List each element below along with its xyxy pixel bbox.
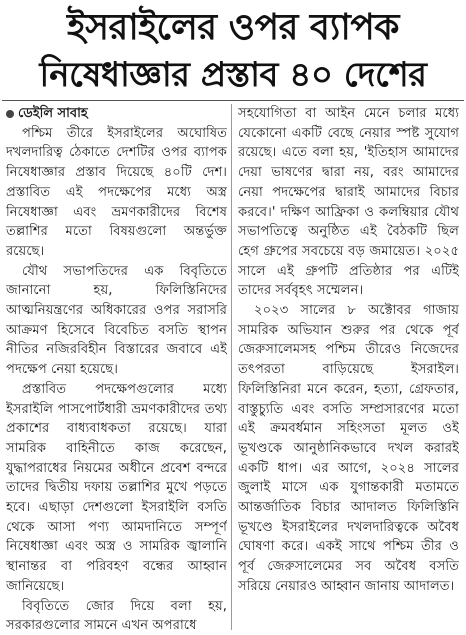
headline-line-2: নিষেধাজ্ঞার প্রস্তাব ৪০ দেশের: [39, 55, 427, 95]
paragraph: প্রস্তাবিত পদক্ষেপগুলোর মধ্যে ইসরাইলি পাসপোর্টধারী ভ্রমণকারীদের তথ্য প্রকাশের বাধ্যবাধকতা রয়েছে। যারা সামরিক বাহিনীতে কাজ করেছেন, যুদ্ধাপরাধের নিয়মের অধীনে প্রবেশ বন্দরে তাদের দ্বিতীয় দফায় তল্লাশির মুখে পড়তে হবে। এছাড়া দেশগুলো ইসরাইলি বসতি থেকে আসা পণ্য আমদানিতে সম্পূর্ণ নিষেধাজ্ঞা এবং অস্ত্র ও সামরিক জ্বালানি স্থানান্তর বা পরিবহণ বন্ধের আহ্বান জানিয়েছে।: [6, 381, 227, 594]
left-column: [6, 104, 227, 634]
headline-line-1: ইসরাইলের ওপর ব্যাপক: [67, 7, 399, 48]
column-divider: [231, 104, 232, 630]
headline-rule: [2, 100, 464, 101]
byline: [6, 104, 227, 124]
paragraph: ২০২৩ সালের ৮ অক্টোবর গাজায় সামরিক অভিযান শুরুর পর থেকে পূর্ব জেরুসালেমসহ পশ্চিম তীরেও নিজেদের তৎপরতা বাড়িয়েছে ইসরাইল। ফিলিস্তিনিরা মনে করেন, হত্যা, গ্রেফতার, বাস্তুচ্যুতি এবং বসতি সম্প্রসারণের মতো এই ক্রমবর্ধমান সহিংসতা মূলত ওই ভূখণ্ডকে আনুষ্ঠানিকভাবে দখল করারই একটি ধাপ। এর আগে, ২০২৪ সালের জুলাই মাসে এক যুগান্তকারী মতামতে আন্তর্জাতিক বিচার আদালত ফিলিস্তিনি ভূখণ্ডে ইসরাইলের দখলদারিত্বকে অবৈধ ঘোষণা করে। একই সাথে পশ্চিম তীর ও পূর্ব জেরুসালেমের সব অবৈধ বসতি সরিয়ে নেয়ারও আহ্বান জানায় আদালত।: [238, 303, 459, 594]
bullet-icon: [6, 110, 14, 118]
paragraph: সহযোগিতা বা আইন মেনে চলার মধ্যে যেকোনো একটি বেছে নেয়ার স্পষ্ট সুযোগ রয়েছে। এতে বলা হয়, 'ইতিহাস আমাদের দেয়া ভাষণের দ্বারা নয়, বরং আমাদের নেয়া পদক্ষেপের দ্বারাই আমাদের বিচার করবে।' দক্ষিণ আফ্রিকা ও কলম্বিয়ার যৌথ সভাপতিত্বে অনুষ্ঠিত এই বৈঠকটি ছিল হেগ গ্রুপের সবচেয়ে বড় জমায়েত। ২০২৫ সালে এই গ্রুপটি প্রতিষ্ঠার পর এটিই তাদের সর্ববৃহৎ সম্মেলন।: [238, 106, 459, 299]
byline-text: ডেইলি সাবাহ: [18, 106, 88, 121]
paragraph: পশ্চিম তীরে ইসরাইলের অঘোষিত দখলদারিত্ব ঠেকাতে দেশটির ওপর ব্যাপক নিষেধাজ্ঞার প্রস্তাব দিয়েছে ৪০টি দেশ। প্রস্তাবিত এই পদক্ষেপের মধ্যে অস্ত্র নিষেধাজ্ঞা এবং ভ্রমণকারীদের বিশেষ তল্লাশির মতো বিষয়গুলো অন্তর্ভুক্ত রয়েছে।: [6, 125, 227, 259]
article-headline: [0, 4, 466, 98]
paragraph: বিবৃতিতে জোর দিয়ে বলা হয়, সরকারগুলোর সামনে এখন অপরাধে: [6, 598, 227, 634]
paragraph: যৌথ সভাপতিদের এক বিবৃতিতে জানানো হয়, ফিলিস্তিনিদের আত্মনিয়ন্ত্রণের অধিকারের ওপর সরাসরি আক্রমণ হিসেবে বিবেচিত বসতি স্থাপন নীতির নজিরবিহীন বিস্তারের জবাবে এই পদক্ষেপ নেয়া হয়েছে।: [6, 263, 227, 378]
right-column: [238, 104, 459, 634]
